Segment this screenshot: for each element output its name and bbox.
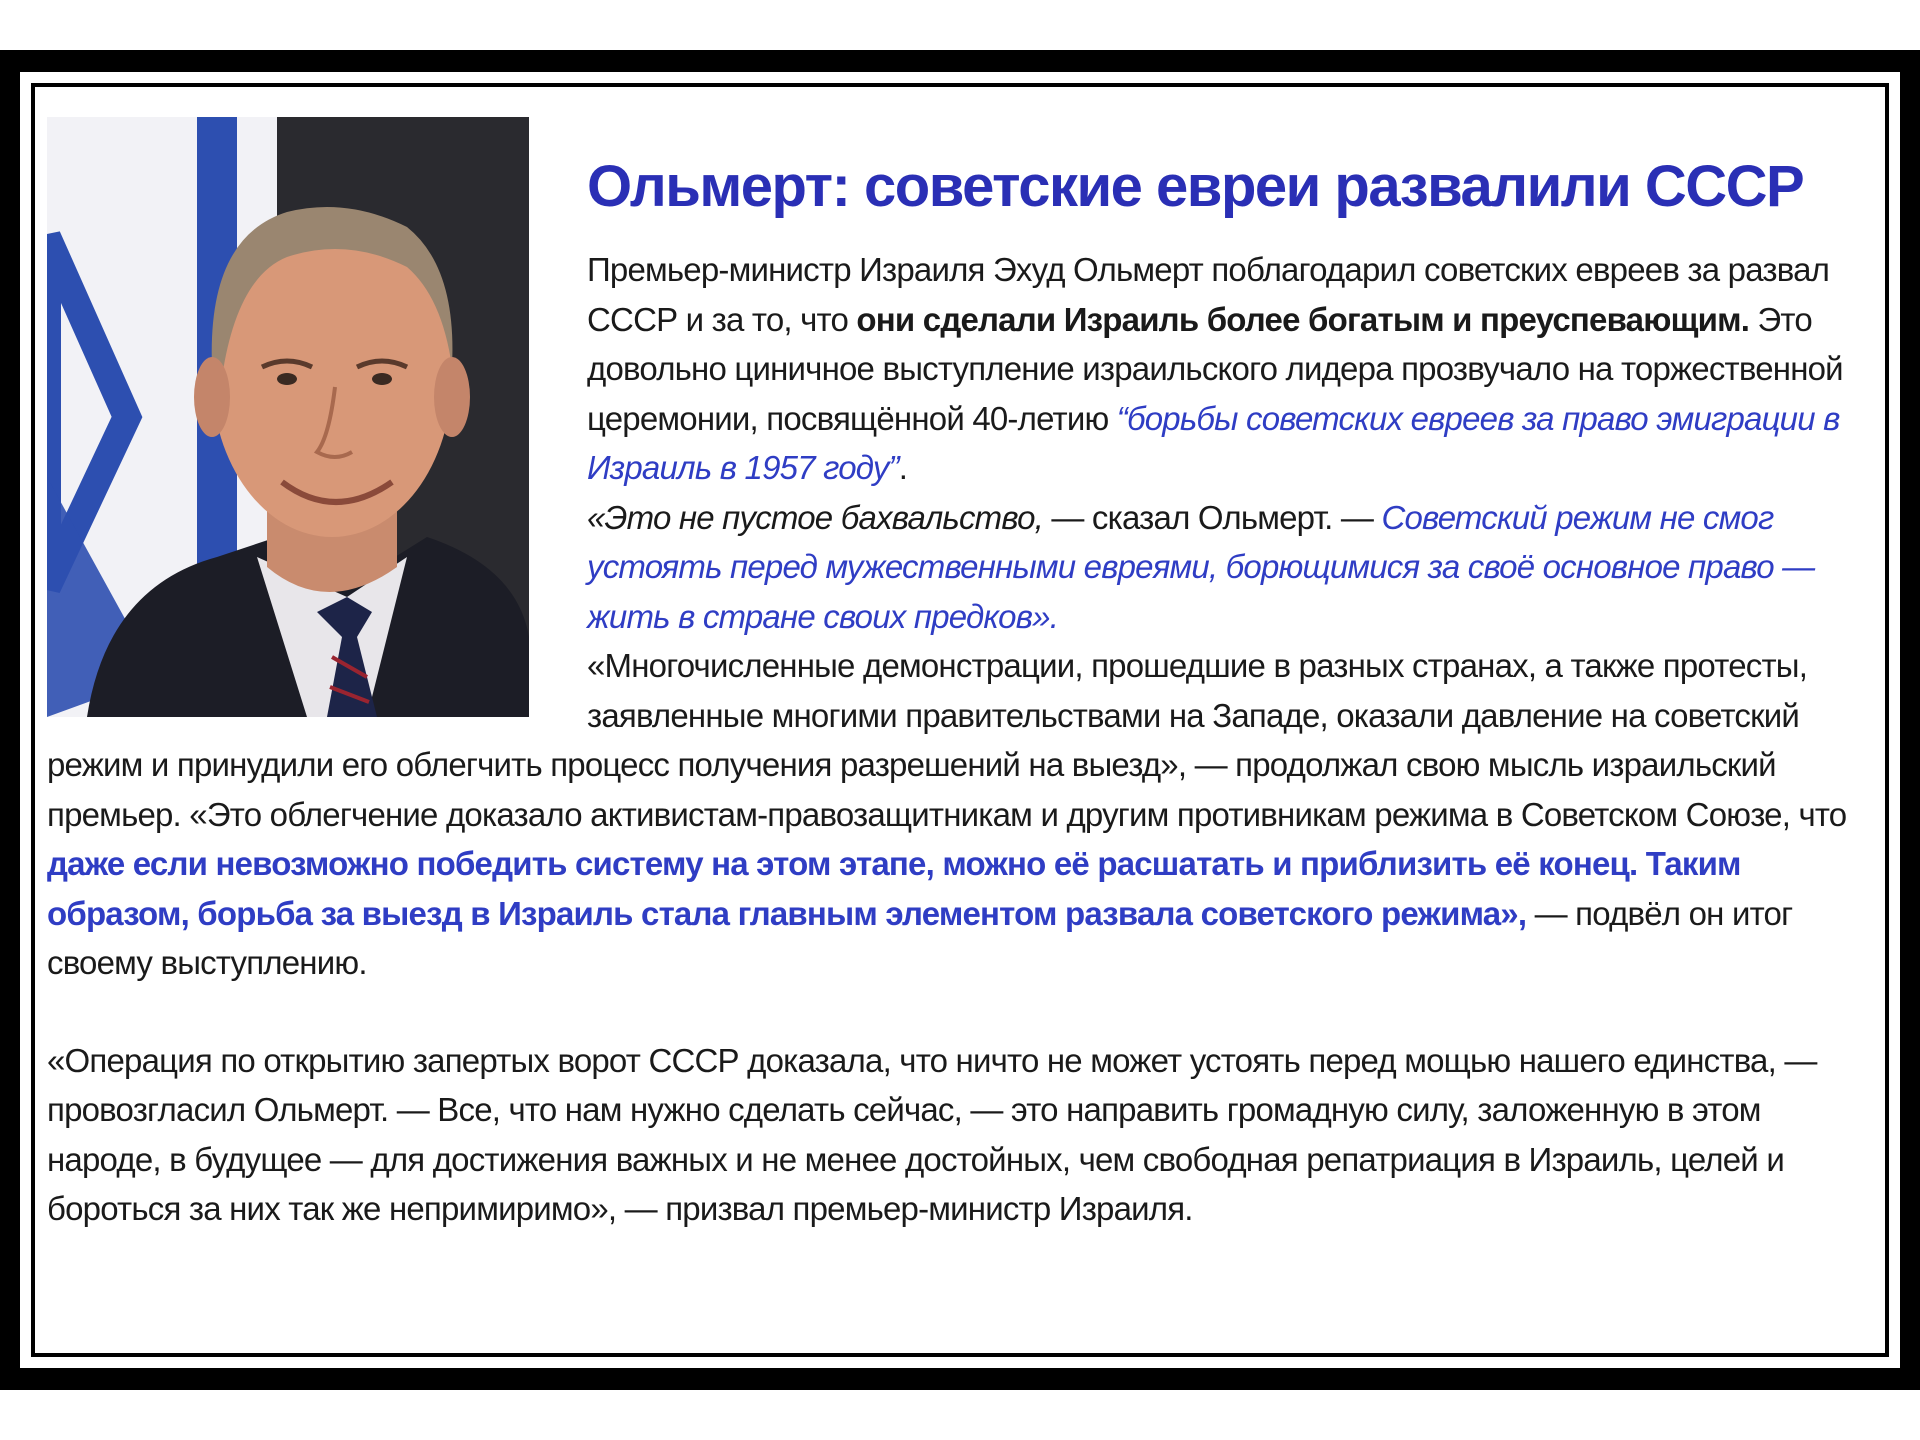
p1-text-end: . [898,449,908,486]
p2-quote: Советский режим не смог устоять перед мужественными евреями, борющимися за своё основное право — жить в стране своих предков». [587,498,1815,635]
content-panel [39,91,1881,1349]
p3-text-a: «Многочисленные демонстрации, прошедшие в разных странах, а также протесты, заявленные многими правительствами на Западе, оказали давление на советский режим и принудили его облегчить процесс получения разрешений на выезд», — продолжал свою мысль израильский премьер. «Это облегчение доказало активистам-правозащитникам и другим противникам режима в Советском Союзе, что [47,647,1847,833]
page-title: Ольмерт: советские евреи развалили СССР [587,154,1804,219]
document-frame [0,50,1920,1390]
p1-text-b: Это довольно циничное выступление израильского лидера прозвучало на торжественной церемонии, посвящённой 40-летию [587,300,1843,437]
p1-quote: “борьбы советских евреев за право эмиграции в Израиль в 1957 году” [587,399,1840,486]
article-body [47,245,1879,1234]
p1-text-a: Премьер-министр Израиля Эхуд Ольмерт поблагодарил советских евреев за развал СССР и за то, что [587,251,1830,338]
bottom-margin [0,1390,1920,1440]
p2-italic: «Это не пустое бахвальство, [587,498,1043,536]
photo-wrap-spacer [47,245,587,725]
paragraph-4: «Операция по открытию запертых ворот СССР доказала, что ничто не может устоять перед мощью нашего единства, — провозгласил Ольмерт. — Все, что нам нужно сделать сейчас, — это направить громадную силу, заложенную в этом народе, в будущее — для достижения важных и не менее достойных, чем свободная репатриация в Израиль, целей и бороться за них так же непримиримо», — призвал премьер-министр Израиля. [47,1041,1817,1227]
top-margin [0,0,1920,50]
p2-text: — сказал Ольмерт. — [1043,498,1382,536]
p1-bold: они сделали Израиль более богатым и преуспевающим. [856,300,1750,338]
frame-mat [20,72,1900,1368]
p3-bold-quote: даже если невозможно победить систему на этом этапе, можно её расшатать и приблизить её конец. Таким образом, борьба за выезд в Израиль стала главным элементом развала советского режима», [47,845,1741,932]
paragraph-gap [47,988,1879,1036]
p3-text-b: — подвёл он итог своему выступлению. [47,894,1793,981]
